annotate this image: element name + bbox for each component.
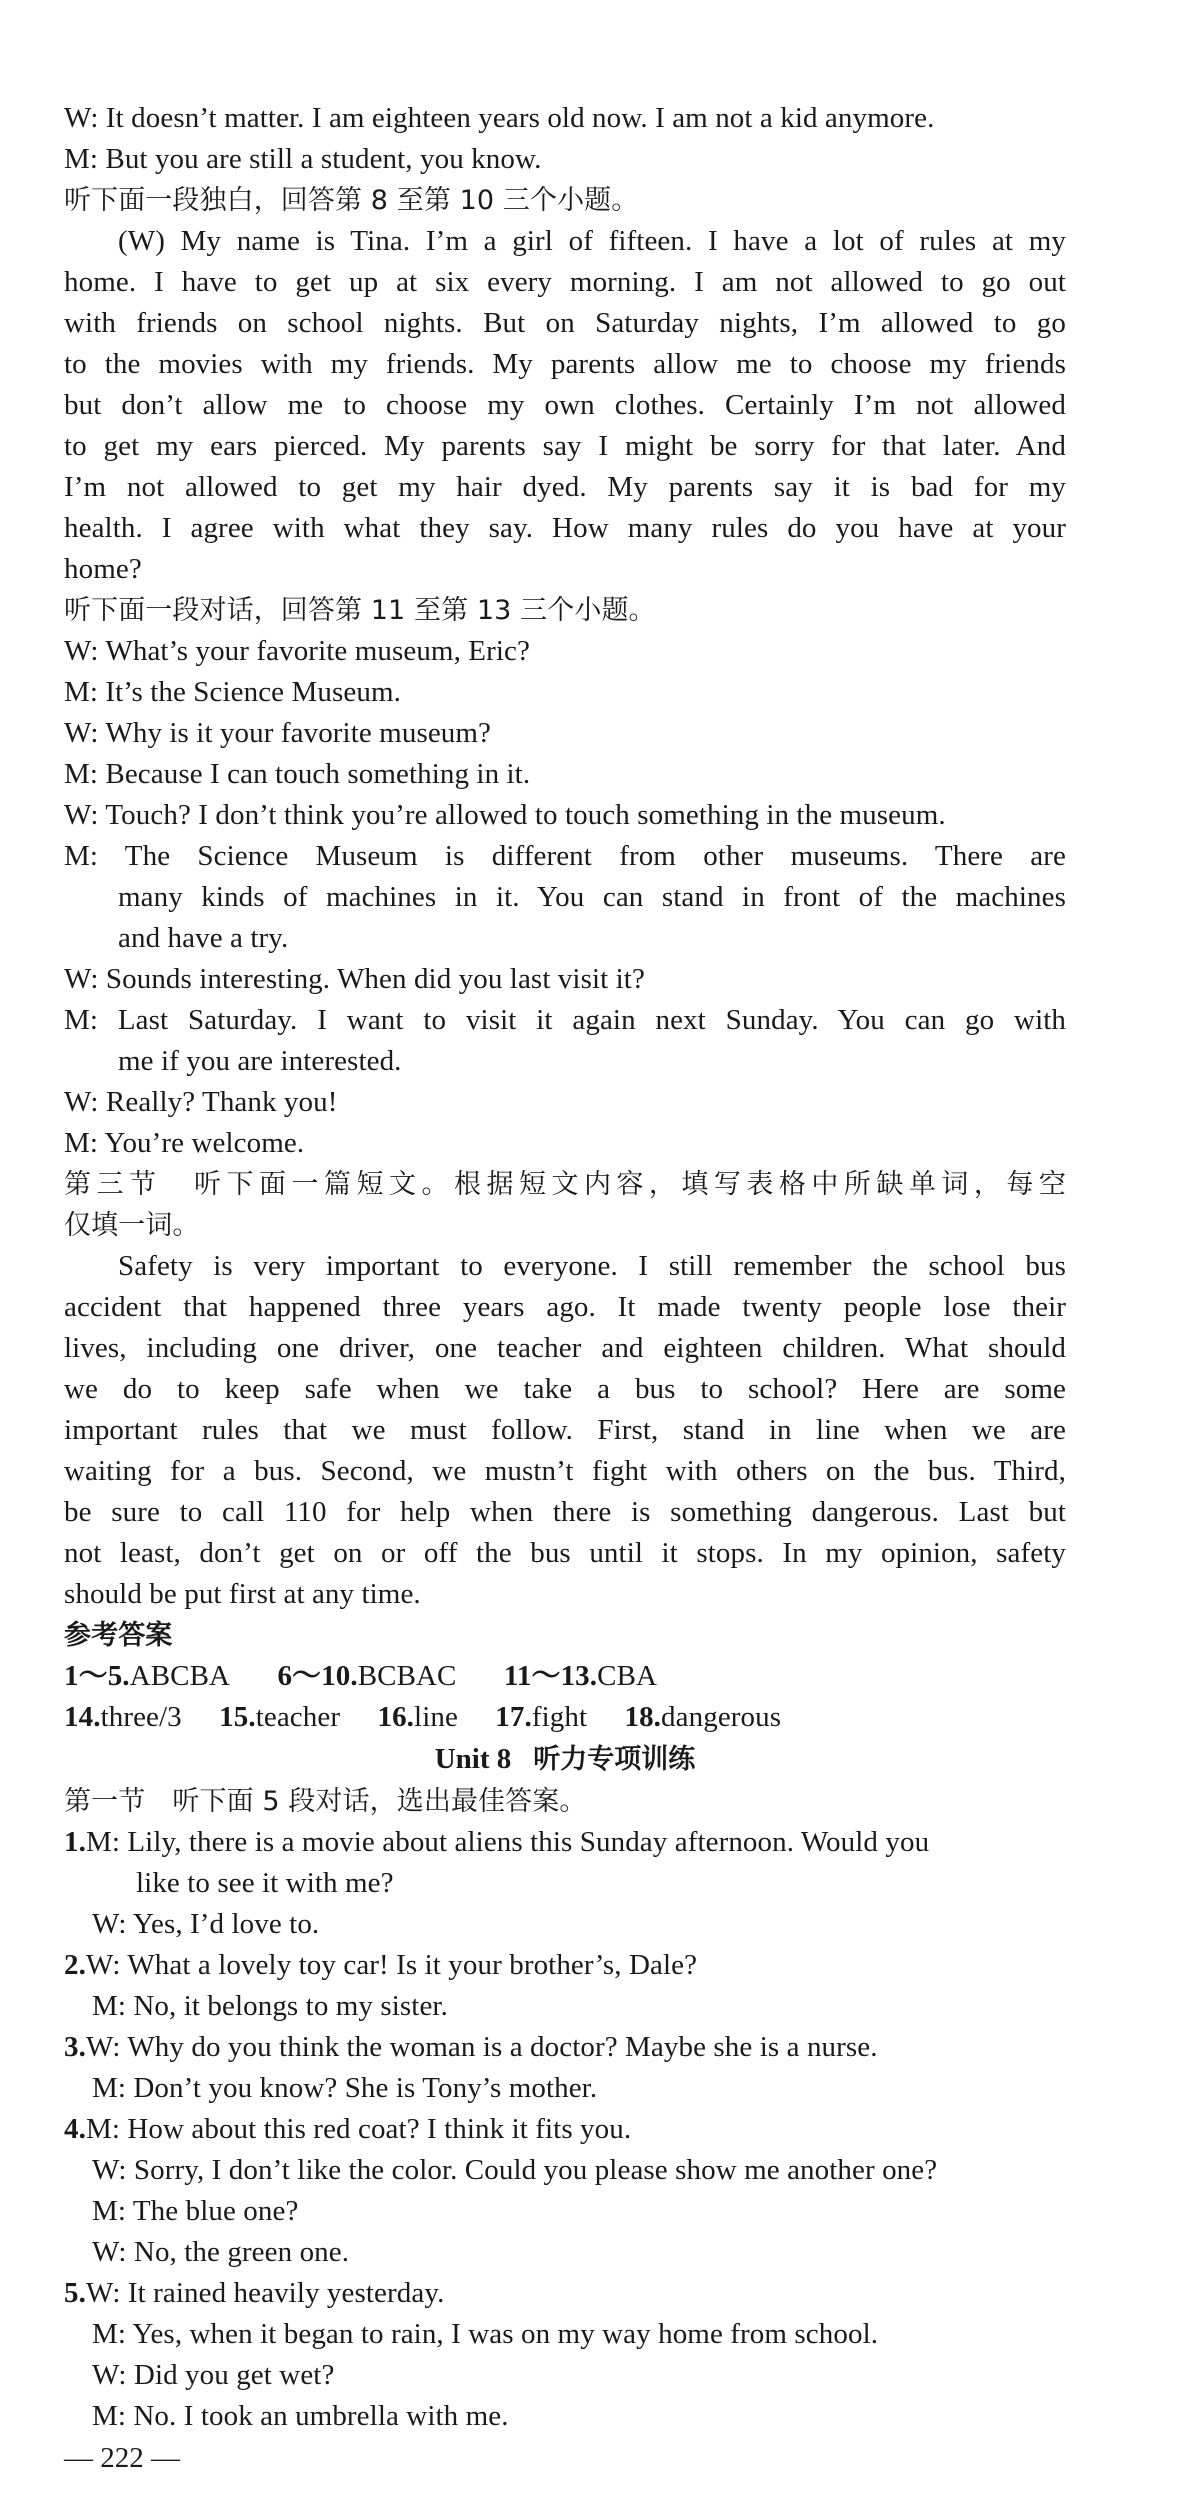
monologue-line: with friends on school nights. But on Saturday nights, I’m allowed to go [64,307,1066,339]
unit-title [64,1738,1066,1781]
passage-line: accident that happened three years ago. It made twenty people lose their [64,1291,1066,1323]
monologue-line: health. I agree with what they say. How many rules do you have at your [64,512,1066,544]
monologue-line: home. I have to get up at six every morning. I am not allowed to go out [64,266,1066,298]
document-page [64,98,1066,2437]
dialogue-line: W: No, the green one. [92,2236,350,2268]
question-5: 5.W: It rained heavily yesterday. [64,2277,445,2309]
page-number: — 222 — [64,2442,180,2474]
monologue-line: home? [64,553,142,585]
dialogue-line: W: Did you get wet? [92,2359,335,2391]
dialogue-line: W: It doesn’t matter. I am eighteen years old now. I am not a kid anymore. [64,102,935,134]
dialogue-line: me if you are interested. [118,1045,402,1077]
answers-row [64,1656,1066,1697]
monologue-line: I’m not allowed to get my hair dyed. My parents say it is bad for my [64,471,1066,503]
dialogue-line: W: Why is it your favorite museum? [64,717,492,749]
dialogue-line: W: What’s your favorite museum, Eric? [64,635,530,667]
unit-number: Unit 8 [434,1743,512,1775]
passage-line: lives, including one driver, one teacher and eighteen children. What should [64,1332,1066,1364]
monologue-line: but don’t allow me to choose my own clothes. Certainly I’m not allowed [64,389,1066,421]
passage-line: not least, don’t get on or off the bus until it stops. In my opinion, safety [64,1537,1066,1569]
dialogue-line: W: Sounds interesting. When did you last visit it? [64,963,645,995]
dialogue-line: and have a try. [118,922,289,954]
dialogue-line: M: No, it belongs to my sister. [92,1990,448,2022]
question-number: 5. [64,2277,86,2309]
passage-line: we do to keep safe when we take a bus to school? Here are some [64,1373,1066,1405]
monologue-line: to get my ears pierced. My parents say I might be sorry for that later. And [64,430,1066,462]
answer-item: 14.three/3 [64,1701,182,1733]
dialogue-line: M: The blue one? [92,2195,299,2227]
answer-item: 11～13.CBA [503,1660,658,1692]
answers-heading: 参考答案 [64,1620,173,1651]
question-number: 4. [64,2113,86,2145]
dialogue-line: M: It’s the Science Museum. [64,676,401,708]
answers-row [64,1697,1066,1738]
section-heading: 第三节 听下面一篇短文。根据短文内容，填写表格中所缺单词，每空 [64,1169,1066,1200]
section-heading: 第一节 听下面 5 段对话，选出最佳答案。 [64,1786,587,1817]
monologue-line: to the movies with my friends. My parents allow me to choose my friends [64,348,1066,380]
section-heading: 听下面一段对话，回答第 11 至第 13 三个小题。 [64,595,656,626]
dialogue-line: M: Yes, when it began to rain, I was on my way home from school. [92,2318,879,2350]
dialogue-line: M: The Science Museum is different from other museums. There are [64,840,1066,872]
monologue-line: (W) My name is Tina. I’m a girl of fifteen. I have a lot of rules at my [118,225,1066,257]
dialogue-line: W: Yes, I’d love to. [92,1908,320,1940]
section-heading: 仅填一词。 [64,1210,200,1241]
unit-subtitle: 听力专项训练 [533,1744,696,1775]
question-2: 2.W: What a lovely toy car! Is it your brother’s, Dale? [64,1949,698,1981]
dialogue-line: W: Really? Thank you! [64,1086,338,1118]
dialogue-line: W: Touch? I don’t think you’re allowed to touch something in the museum. [64,799,946,831]
dialogue-line: M: But you are still a student, you know. [64,143,542,175]
dialogue-line: M: No. I took an umbrella with me. [92,2400,509,2432]
answer-item: 6～10.BCBAC [277,1660,457,1692]
question-number: 1. [64,1826,86,1858]
question-number: 3. [64,2031,86,2063]
question-1: 1.M: Lily, there is a movie about aliens this Sunday afternoon. Would you [64,1826,930,1858]
passage-line: waiting for a bus. Second, we mustn’t fight with others on the bus. Third, [64,1455,1066,1487]
passage-line: should be put first at any time. [64,1578,421,1610]
dialogue-line: M: Don’t you know? She is Tony’s mother. [92,2072,598,2104]
dialogue-line: many kinds of machines in it. You can stand in front of the machines [118,881,1066,913]
question-4: 4.M: How about this red coat? I think it fits you. [64,2113,632,2145]
answer-item: 1～5.ABCBA [64,1660,231,1692]
answer-item: 16.line [377,1701,458,1733]
passage-line: Safety is very important to everyone. I still remember the school bus [118,1250,1066,1282]
passage-line: important rules that we must follow. First, stand in line when we are [64,1414,1066,1446]
dialogue-line: like to see it with me? [136,1867,394,1899]
passage-line: be sure to call 110 for help when there is something dangerous. Last but [64,1496,1066,1528]
dialogue-line: M: You’re welcome. [64,1127,305,1159]
answer-item: 18.dangerous [624,1701,782,1733]
dialogue-line: M: Because I can touch something in it. [64,758,531,790]
answer-item: 17.fight [495,1701,588,1733]
dialogue-line: M: Last Saturday. I want to visit it again next Sunday. You can go with [64,1004,1066,1036]
question-3: 3.W: Why do you think the woman is a doctor? Maybe she is a nurse. [64,2031,878,2063]
dialogue-line: W: Sorry, I don’t like the color. Could you please show me another one? [92,2154,938,2186]
answer-item: 15.teacher [219,1701,341,1733]
section-heading: 听下面一段独白，回答第 8 至第 10 三个小题。 [64,185,639,216]
question-number: 2. [64,1949,86,1981]
